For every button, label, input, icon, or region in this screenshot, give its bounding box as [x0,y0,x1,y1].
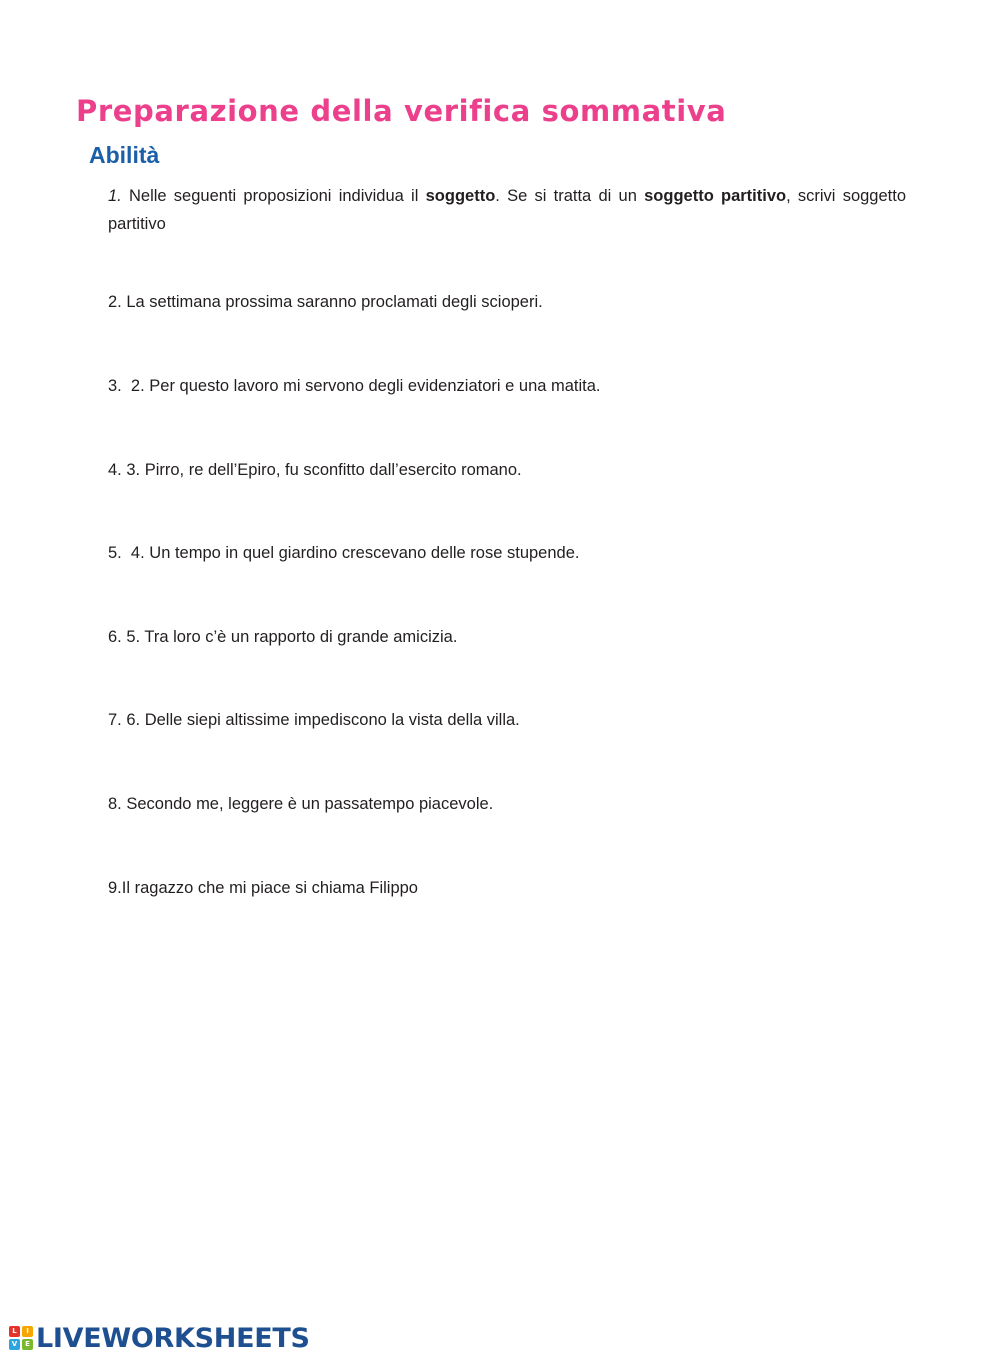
exercise-sentence: 8. Secondo me, leggere è un passatempo piacevole. [108,795,494,813]
exercise-sentence: 5. 4. Un tempo in quel giardino crescevano delle rose stupende. [108,544,580,562]
instruction-text-1: Nelle seguenti proposizioni individua il [121,187,426,205]
exercise-sentence: 3. 2. Per questo lavoro mi servono degli evidenziatori e una matita. [108,377,601,395]
logo-grid-icon [9,1326,33,1350]
exercise-instruction [108,182,906,238]
logo-square-green: E [22,1339,33,1350]
logo-square-red: L [9,1326,20,1337]
section-heading: Abilità [89,142,160,168]
instruction-number: 1. [108,187,122,205]
instruction-bold-soggetto-partitivo: soggetto partitivo [644,187,787,205]
instruction-text-3: , scrivi soggetto partitivo [108,187,907,233]
logo-square-orange: I [22,1326,33,1337]
exercise-sentence: 9.Il ragazzo che mi piace si chiama Filippo [108,879,418,897]
logo-square-blue: V [9,1339,20,1350]
exercise-sentence: 4. 3. Pirro, re dell’Epiro, fu sconfitto dall’esercito romano. [108,461,522,479]
exercise-sentence: 2. La settimana prossima saranno proclamati degli scioperi. [108,293,543,311]
logo-text: LIVEWORKSHEETS [36,1322,310,1354]
liveworksheets-logo [9,1322,310,1354]
instruction-bold-soggetto: soggetto [425,187,496,205]
instruction-text-2: . Se si tratta di un [495,187,645,205]
exercise-sentence: 7. 6. Delle siepi altissime impediscono la vista della villa. [108,711,520,729]
page-title: Preparazione della verifica sommativa [76,94,727,128]
exercise-sentence: 6. 5. Tra loro c’è un rapporto di grande amicizia. [108,628,458,646]
